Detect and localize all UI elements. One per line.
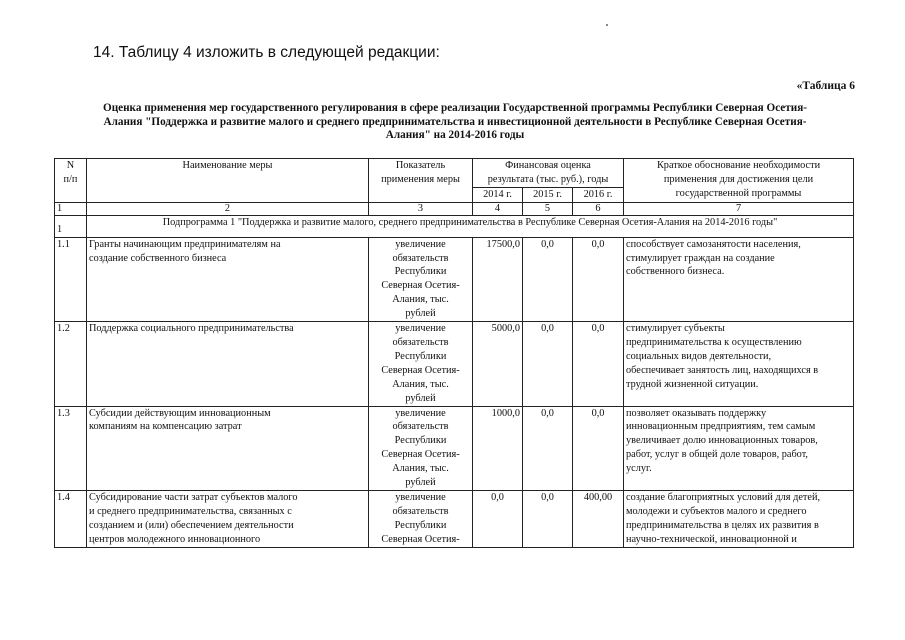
row-indicator-line: увеличение (395, 407, 446, 419)
row-value-2014: 5000,0 (473, 322, 523, 406)
column-number: 7 (624, 202, 854, 215)
header-finance-line: Финансовая оценка (505, 160, 591, 171)
row-justification-line: услуг. (626, 463, 652, 475)
column-number: 3 (369, 202, 473, 215)
row-justification (624, 237, 854, 321)
header-indicator (369, 159, 473, 203)
row-indicator-line: Северная Осетия- (381, 449, 460, 461)
header-year-2014: 2014 г. (473, 187, 523, 202)
row-measure-name (87, 237, 369, 321)
row-measure-line: и среднего предпринимательства, связанных с (89, 505, 292, 517)
column-number: 5 (523, 202, 573, 215)
subprogram-title: Подпрограмма 1 "Поддержка и развитие малого, среднего предпринимательства в Республике Северная Осетия-Алания на 2014-2016 годы" (87, 215, 854, 237)
table-row (55, 406, 854, 490)
row-measure-line: компаниям на компенсацию затрат (89, 421, 242, 433)
subprogram-row (55, 215, 854, 237)
row-justification-line: предпринимательства к осуществлению (626, 336, 802, 348)
row-indicator (369, 322, 473, 406)
row-justification-line: создание благоприятных условий для детей, (626, 491, 821, 503)
header-justification-line: государственной программы (675, 187, 802, 199)
row-value-2015: 0,0 (523, 237, 573, 321)
header-row (55, 159, 854, 188)
row-indicator-line: обязательств (392, 505, 449, 517)
column-number: 4 (473, 202, 523, 215)
table-title-line: Оценка применения мер государственного регулирования в сфере реализации Государственной программы Республики Северная Осетия- (103, 102, 807, 114)
row-value-2016: 0,0 (573, 322, 624, 406)
row-indicator (369, 490, 473, 547)
row-indicator-line: увеличение (395, 491, 446, 503)
amendment-heading: 14. Таблицу 4 изложить в следующей редакции: (93, 44, 440, 61)
row-indicator-line: Республики (394, 519, 447, 531)
header-justification (624, 159, 854, 203)
column-number: 6 (573, 202, 624, 215)
row-value-2014: 0,0 (473, 490, 523, 547)
column-numbers-row (55, 202, 854, 215)
row-indicator-line: рублей (405, 392, 436, 404)
row-justification-line: стимулирует субъекты (626, 323, 725, 335)
table-row (55, 490, 854, 547)
row-num: 1.2 (55, 322, 87, 406)
row-indicator-line: Алания, тыс. (392, 294, 449, 306)
row-num: 1.3 (55, 406, 87, 490)
row-measure-line: созданием и (или) обеспечением деятельности (89, 519, 294, 531)
row-indicator-line: Северная Осетия- (381, 533, 460, 545)
row-measure-name (87, 406, 369, 490)
header-measure-name: Наименование меры (87, 159, 369, 203)
table-title (65, 102, 845, 143)
table-label: «Таблица 6 (796, 80, 855, 92)
row-justification-line: предпринимательства в целях их развития в (626, 519, 819, 531)
row-justification-line: научно-технической, инновационной и (626, 533, 797, 545)
row-justification-line: инновационным предприятиям, тем самым (626, 421, 816, 433)
row-indicator-line: Северная Осетия- (381, 280, 460, 292)
row-measure-line: Поддержка социального предпринимательства (89, 323, 294, 335)
row-justification-line: социальных видов деятельности, (626, 350, 772, 362)
row-justification (624, 406, 854, 490)
header-justification-line: Краткое обоснование необходимости (656, 160, 821, 171)
header-justification-line: применения для достижения цели (663, 173, 814, 185)
header-finance (473, 159, 624, 188)
row-justification-line: трудной жизненной ситуации. (626, 378, 759, 390)
row-value-2015: 0,0 (523, 406, 573, 490)
row-measure-line: Субсидии действующим инновационным (89, 407, 271, 419)
header-year-2015: 2015 г. (523, 187, 573, 202)
table-row (55, 237, 854, 321)
row-justification-line: собственного бизнеса. (626, 266, 725, 278)
row-indicator-line: обязательств (392, 336, 449, 348)
row-indicator-line: обязательств (392, 421, 449, 433)
header-num (55, 159, 87, 203)
row-num: 1.4 (55, 490, 87, 547)
row-value-2016: 0,0 (573, 406, 624, 490)
row-indicator-line: увеличение (395, 238, 446, 250)
header-num-line: N (66, 160, 75, 171)
row-indicator-line: Республики (394, 266, 447, 278)
header-year-2016: 2016 г. (573, 187, 624, 202)
row-indicator-line: обязательств (392, 252, 449, 264)
row-indicator-line: Северная Осетия- (381, 364, 460, 376)
row-justification-line: увеличивает долю инновационных товаров, (626, 435, 818, 447)
row-measure-name (87, 490, 369, 547)
row-measure-line: центров молодежного инновационного (89, 533, 261, 545)
row-justification (624, 322, 854, 406)
row-indicator-line: рублей (405, 477, 436, 489)
row-measure-line: Субсидирование части затрат субъектов малого (89, 491, 298, 503)
header-num-line: п/п (63, 173, 78, 185)
subprogram-num: 1 (55, 215, 87, 237)
row-justification-line: способствует самозанятости населения, (626, 238, 801, 250)
header-indicator-line: Показатель (395, 160, 446, 171)
header-indicator-line: применения меры (381, 173, 460, 185)
row-value-2014: 17500,0 (473, 237, 523, 321)
row-measure-name (87, 322, 369, 406)
row-indicator-line: Республики (394, 435, 447, 447)
row-indicator (369, 237, 473, 321)
row-num: 1.1 (55, 237, 87, 321)
row-justification-line: позволяет оказывать поддержку (626, 407, 767, 419)
row-justification-line: стимулирует граждан на создание (626, 252, 775, 264)
header-finance-line: результата (тыс. руб.), годы (487, 173, 609, 185)
column-number: 2 (87, 202, 369, 215)
row-indicator (369, 406, 473, 490)
row-justification (624, 490, 854, 547)
row-value-2014: 1000,0 (473, 406, 523, 490)
row-indicator-line: Алания, тыс. (392, 378, 449, 390)
column-number: 1 (55, 202, 87, 215)
row-indicator-line: увеличение (395, 323, 446, 335)
row-justification-line: обеспечивает занятость лиц, находящихся в (626, 364, 819, 376)
row-value-2015: 0,0 (523, 322, 573, 406)
table-title-line: Алания "Поддержка и развитие малого и среднего предпринимательства и инвестиционной деятельности в Республике Северная Осетия- (103, 115, 807, 128)
row-justification-line: работ, услуг в общей доле товаров, работ, (626, 449, 808, 461)
row-measure-line: создание собственного бизнеса (89, 252, 227, 264)
row-indicator-line: рублей (405, 308, 436, 320)
table-title-line: Алания" на 2014-2016 годы (385, 129, 525, 141)
row-value-2016: 400,00 (573, 490, 624, 547)
table-row (55, 322, 854, 406)
row-measure-line: Гранты начинающим предпринимателям на (89, 238, 281, 250)
row-justification-line: молодежи и субъектов малого и среднего (626, 505, 807, 517)
scan-speck (606, 24, 608, 26)
regulation-measures-table (54, 158, 854, 548)
row-value-2015: 0,0 (523, 490, 573, 547)
row-value-2016: 0,0 (573, 237, 624, 321)
row-indicator-line: Республики (394, 350, 447, 362)
row-indicator-line: Алания, тыс. (392, 463, 449, 475)
